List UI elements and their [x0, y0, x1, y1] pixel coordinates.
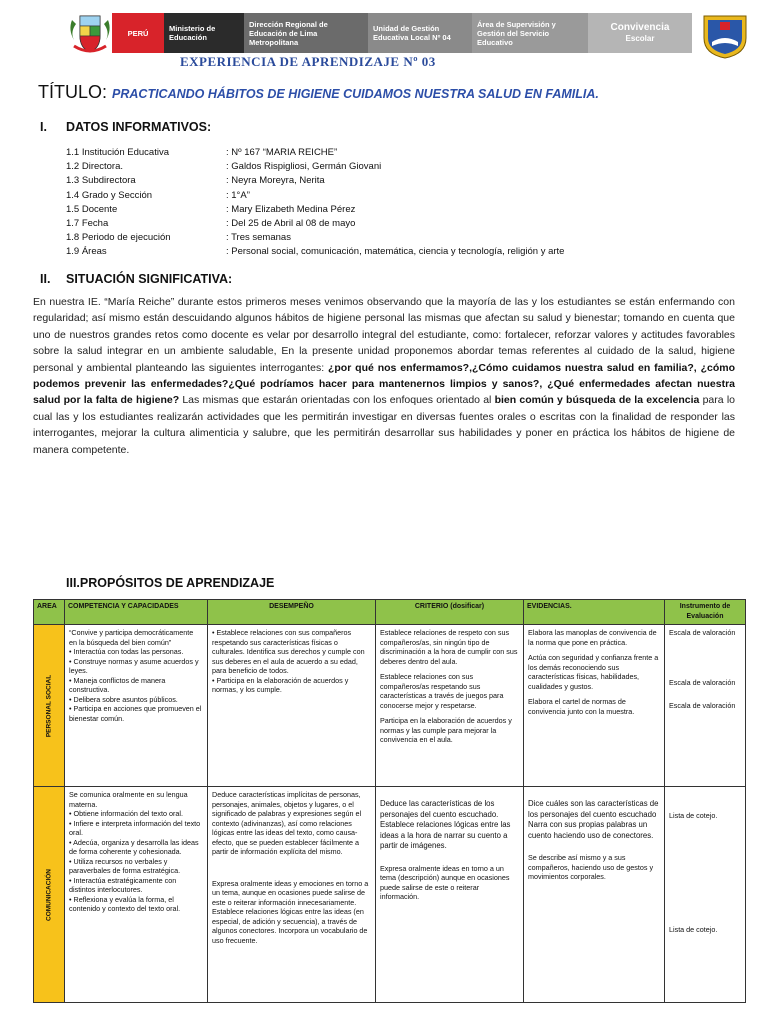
- situacion-enfoque: bien común y búsqueda de la excelencia: [494, 394, 700, 407]
- datos-row: 1.7 Fecha : Del 25 de Abril al 08 de mayo: [66, 218, 356, 230]
- competencia-cell: “Convive y participa democráticamente en la búsqueda del bien común” • Interactúa con todas las personas. • Construye normas y asume acuerdos y leyes. • Maneja conflictos de manera constructiva. • Delibera sobre asuntos públicos. • Participa en acciones que promueven el bienestar común.: [65, 625, 208, 787]
- th-evidencias: EVIDENCIAS.: [524, 600, 665, 625]
- area-cell-comunicacion: COMUNICACIÓN: [34, 787, 65, 1003]
- criterio-cell: Deduce las características de los personajes del cuento escuchado. Establece relaciones lógicas entre las ideas a la hora de narrar su cuento a partir de imágenes. Expresa oralmente ideas en torno a un tema (descripción) aunque en ocasiones puede salirse de este o reiterar información.: [376, 787, 524, 1003]
- section-situacion-heading: II. SITUACIÓN SIGNIFICATIVA:: [40, 272, 233, 286]
- banner-peru: PERÚ: [112, 13, 164, 53]
- situacion-paragraph: En nuestra IE. “María Reiche” durante estos primeros meses venimos observando que la mayoría de las y los estudiantes se están enfermando con regularidad; así mismo están descuidando algunos hábitos de higiene personal las mismas que afectan su salud y bienestar; tomando en cuenta que uno de nuestros grandes retos como docente es velar por desarrollo integral del estudiante, como: fortalecer, reforzar valores y actitudes favorables sobre la salud integrar en un ambiente saludable, En la presente unidad proponemos abordar temas referentes al cuidado de la salud, higiene personal y ambiental planteando las siguientes interrogantes: ¿por qué nos enfermamos?,¿Cómo cuidamos nuestra salud en familia?, ¿cómo podemos prevenir las enfermedades?¿Qué podríamos hacer para mantenernos limpios y sanos?, ¿Qué enfermedades afectan nuestra salud por la falta de higiene? Las mismas que estarán orientadas con los enfoques orientado al bien común y búsqueda de la excelencia para lo cual las y los estudiantes realizarán actividades que les permitirán investigar en diversas fuentes orales o escritas con la finalidad de responder las interrogantes, mejorar la cultura alimenticia y salubre, que les permitirán desarrollar sus habilidades y poner en práctica los hábitos de higiene de manera competente.: [33, 296, 735, 456]
- desempeno-cell: Deduce características implícitas de personas, personajes, animales, objetos y lugares, o el significado de palabras y expresiones según el contexto (adivinanzas), así como relaciones lógicas entre las ideas del texto, como causa-efecto, que se pueden establecer fácilmente a partir de información explícita del mismo. Expresa oralmente ideas y emociones en torno a un tema, aunque en ocasiones puede salirse de este o reiterar información innecesariamente. Establece relaciones lógicas entre las ideas (en especial, de adición y secuencia), a través de algunos conectores. Incorpora un vocabulario de uso frecuente.: [208, 787, 376, 1003]
- table-header-row: [34, 600, 746, 625]
- datos-row: 1.3 Subdirectora : Neyra Moreyra, Nerita: [66, 175, 325, 187]
- th-criterio: CRITERIO (dosificar): [376, 600, 524, 625]
- datos-row: 1.1 Institución Educativa : Nº 167 “MARIA REICHE”: [66, 147, 338, 158]
- th-instrumento: Instrumento de Evaluación: [665, 600, 746, 625]
- banner-dre: Dirección Regional de Educación de Lima Metropolitana: [244, 13, 368, 53]
- banner-convivencia-line1: Convivencia: [610, 22, 670, 33]
- area-cell-personal-social: PERSONAL SOCIAL: [34, 625, 65, 787]
- datos-row: 1.9 Áreas : Personal social, comunicación, matemática, ciencia y tecnología, religión y arte: [66, 246, 565, 258]
- evidencias-cell: Elabora las manoplas de convivencia de la norma que pone en práctica. Actúa con seguridad y confianza frente a los demás reconociendo sus características físicas, habilidades, cualidades y gustos. Elabora el cartel de normas de convivencia junto con la muestra.: [524, 625, 665, 787]
- situacion-questions: ¿por qué nos enfermamos?,¿Cómo cuidamos nuestra salud en familia?, ¿cómo podemos prevenir las enfermedades?¿Qué podríamos hacer para mantenernos limpios y sanos?, ¿Qué enfermedades afectan nuestra salud por la falta de higiene?: [33, 361, 735, 407]
- datos-row: 1.2 Directora. : Galdos Rispigliosi, Germán Giovani: [66, 161, 382, 173]
- instrumento-cell: Lista de cotejo. Lista de cotejo.: [665, 787, 746, 1003]
- institution-banner: [112, 13, 692, 53]
- evidencias-cell: Dice cuáles son las características de los personajes del cuento escuchado Narra con sus propias palabras un cuento haciendo uso de conectores. Se describe así mismo y a sus compañeros, haciendo uso de gestos y movimientos corporales.: [524, 787, 665, 1003]
- titulo-text: PRACTICANDO HÁBITOS DE HIGIENE CUIDAMOS NUESTRA SALUD EN FAMILIA.: [112, 87, 599, 101]
- banner-ugel: Unidad de Gestión Educativa Local Nº 04: [368, 13, 472, 53]
- section-datos-heading: I. DATOS INFORMATIVOS:: [40, 120, 212, 134]
- experiencia-title: EXPERIENCIA DE APRENDIZAJE Nº 03: [180, 54, 436, 69]
- desempeno-cell: • Establece relaciones con sus compañeros respetando sus características físicas o culturales. Identifica sus derechos y cumple con sus deberes en el aula de acuerdo a su edad, para beneficio de todos. • Participa en la elaboración de acuerdos y normas, y los cumple.: [208, 625, 376, 787]
- instrumento-cell: Escala de valoración Escala de valoración Escala de valoración: [665, 625, 746, 787]
- banner-area: Área de Supervisión y Gestión del Servicio Educativo: [472, 13, 588, 53]
- peru-coat-of-arms-icon: [68, 10, 112, 56]
- section-propositos-heading: III.PROPÓSITOS DE APRENDIZAJE: [66, 576, 275, 590]
- banner-ministerio: Ministerio de Educación: [164, 13, 244, 53]
- datos-row: 1.8 Periodo de ejecución : Tres semanas: [66, 232, 291, 244]
- header-banner: [0, 0, 768, 62]
- th-desempeno: DESEMPEÑO: [208, 600, 376, 625]
- titulo-label: TÍTULO: [38, 82, 103, 102]
- school-emblem-icon: [700, 12, 750, 60]
- criterio-cell: Establece relaciones de respeto con sus compañeros/as, sin ningún tipo de discriminación a la hora de cumplir con sus deberes dentro del aula. Establece relaciones con sus compañeros/as respetando sus características a través de juegos para conocerse mejor y respetarse. Participa en la elaboración de acuerdos y normas y las cumple para mejorar la convivencia en el aula.: [376, 625, 524, 787]
- table-row: [34, 625, 746, 787]
- table-row: [34, 787, 746, 1003]
- th-competencia: COMPETENCIA Y CAPACIDADES: [65, 600, 208, 625]
- competencia-cell: Se comunica oralmente en su lengua materna. • Obtiene información del texto oral. • Infiere e interpreta información del texto oral. • Adecúa, organiza y desarrolla las ideas de forma coherente y cohesionada. • Utiliza recursos no verbales y paraverbales de forma estratégica. • Interactúa estratégicamente con distintos interlocutores. • Reflexiona y evalúa la forma, el contenido y contexto del texto oral.: [65, 787, 208, 1003]
- titulo-row: TÍTULO: PRACTICANDO HÁBITOS DE HIGIENE CUIDAMOS NUESTRA SALUD EN FAMILIA.: [38, 82, 599, 102]
- propositos-table: [33, 599, 746, 1003]
- datos-informativos: [66, 146, 564, 260]
- th-area: AREA: [34, 600, 65, 625]
- banner-convivencia: [588, 13, 692, 53]
- banner-convivencia-line2: Escolar: [625, 34, 655, 43]
- datos-row: 1.4 Grado y Sección : 1°A”: [66, 189, 250, 201]
- datos-row: 1.5 Docente : Mary Elizabeth Medina Pérez: [66, 203, 356, 215]
